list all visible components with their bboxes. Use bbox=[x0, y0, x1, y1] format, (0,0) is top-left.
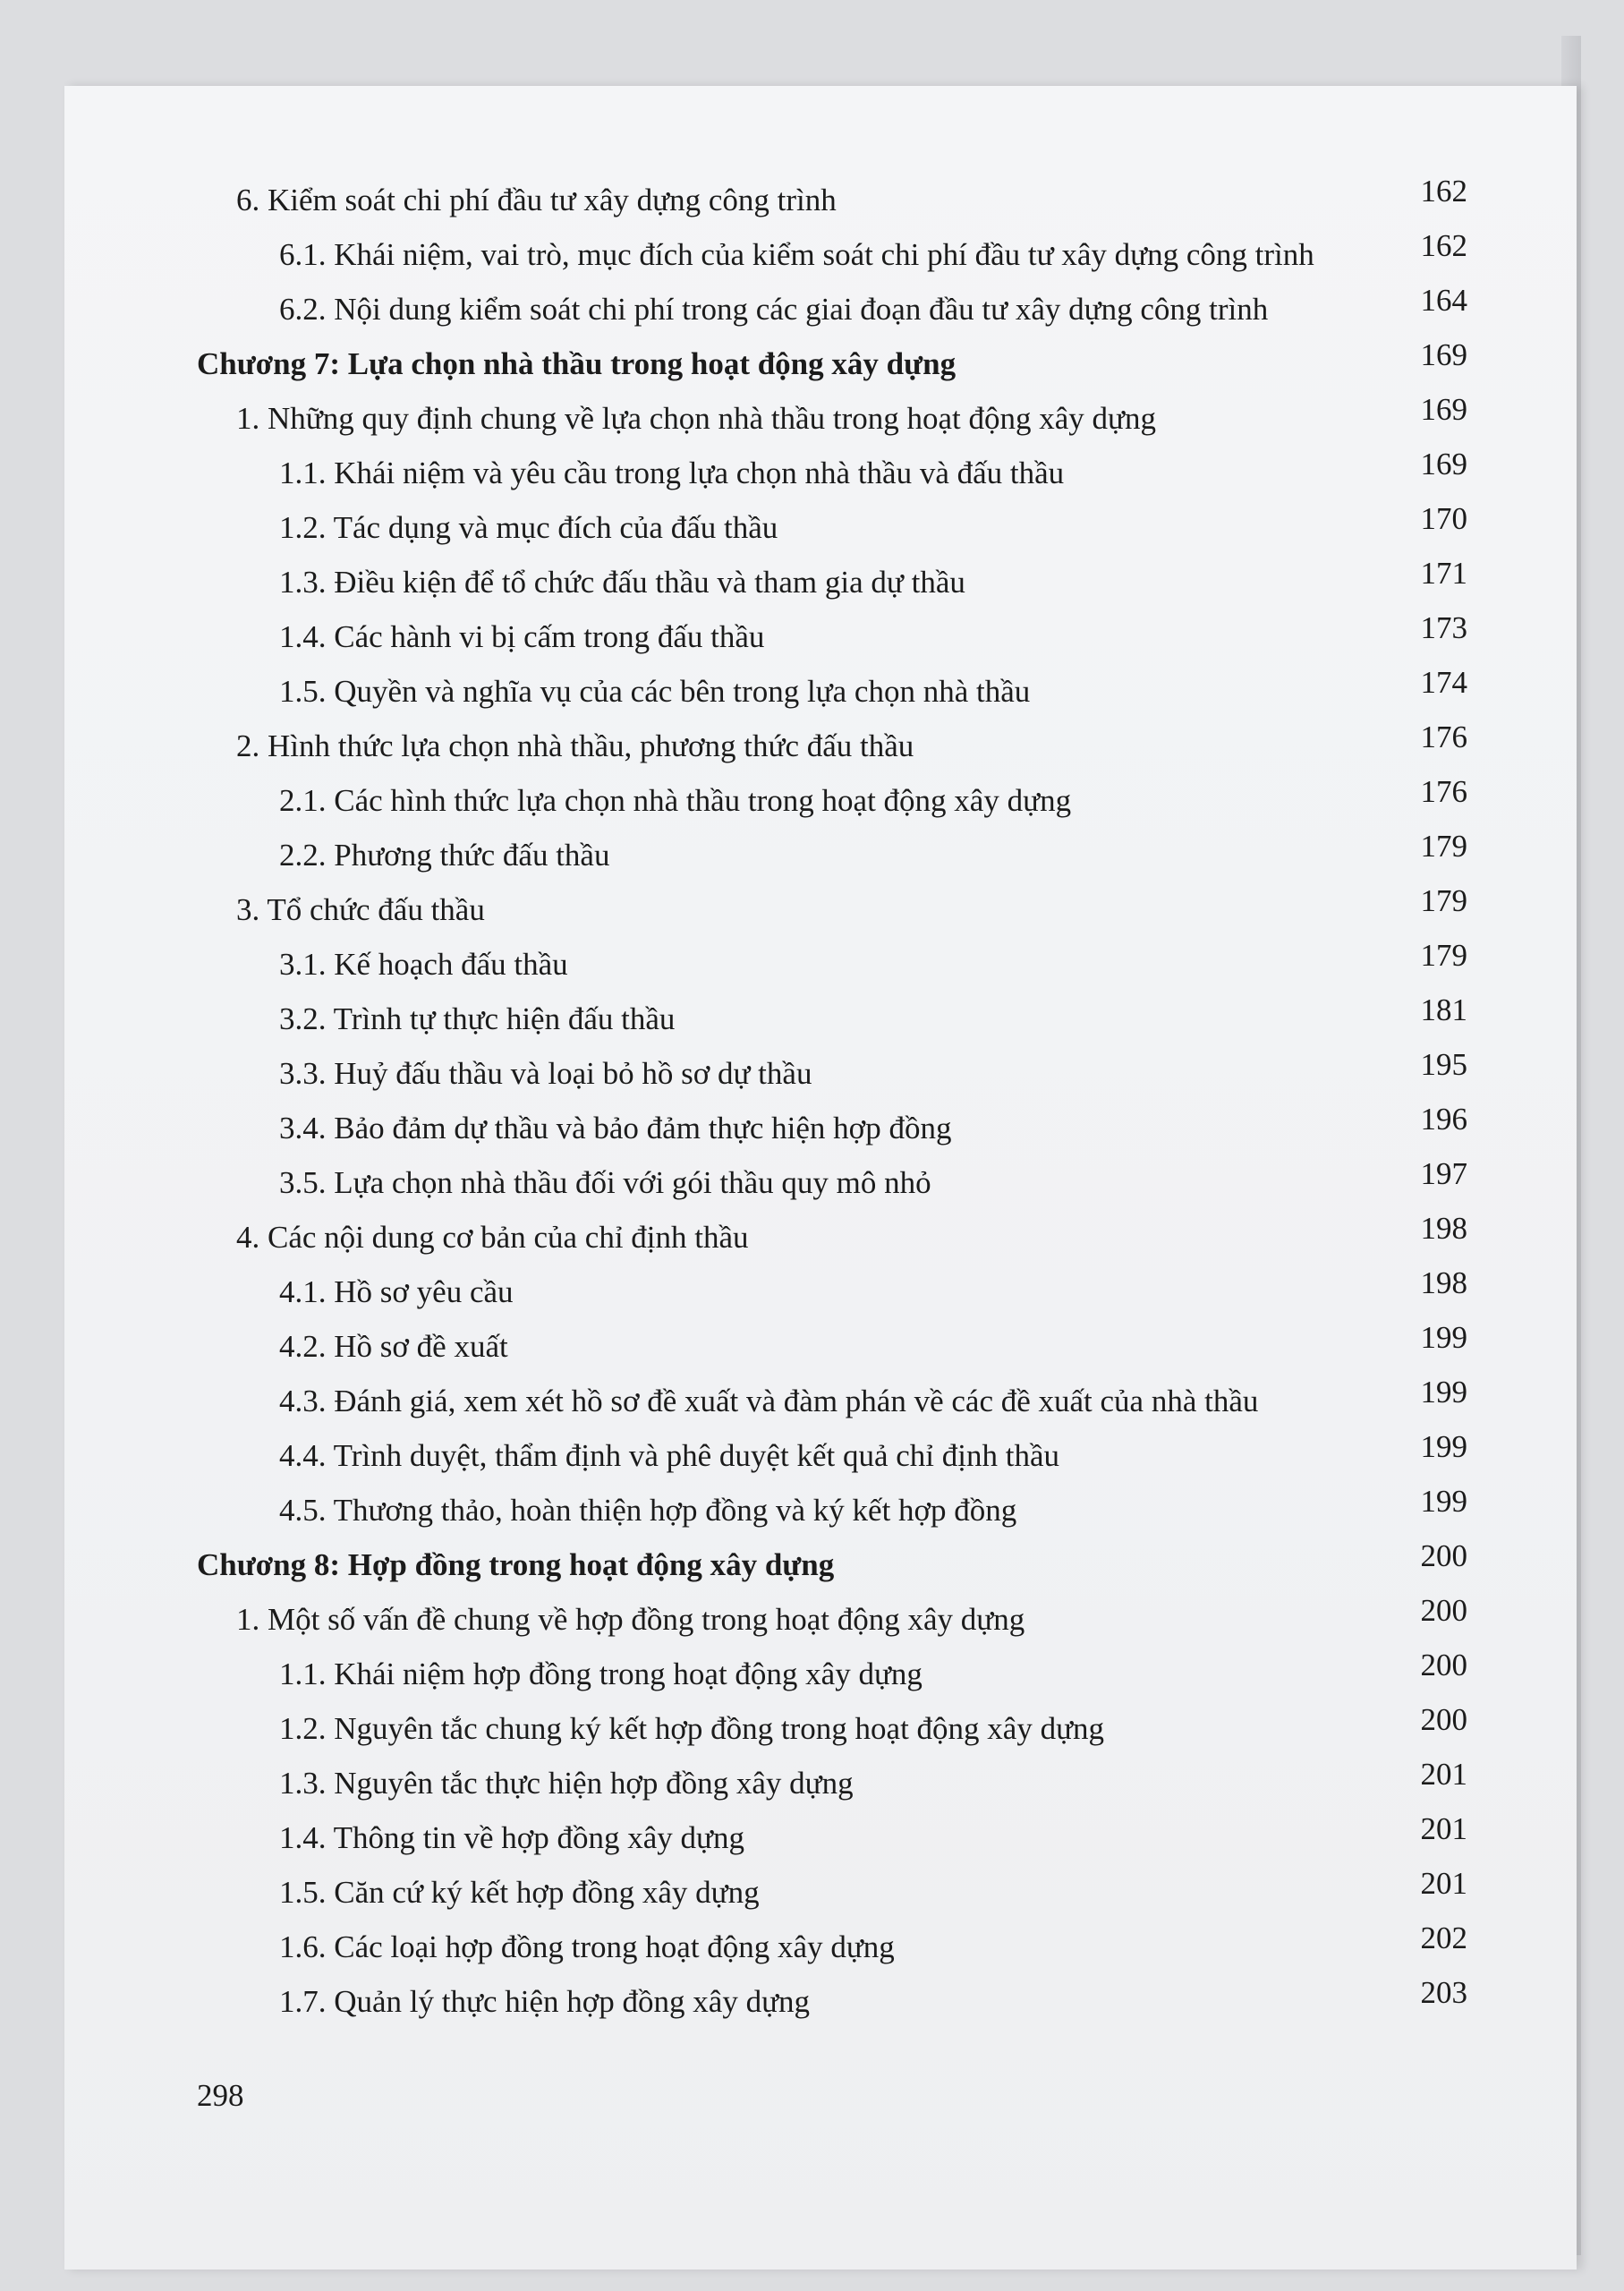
toc-entry bbox=[197, 499, 1467, 554]
toc-entry-title: 6. Kiểm soát chi phí đầu tư xây dựng công trình bbox=[236, 183, 837, 217]
toc-entry-title: 2.1. Các hình thức lựa chọn nhà thầu trong hoạt động xây dựng bbox=[279, 783, 1072, 818]
toc-entry-title: 6.2. Nội dung kiểm soát chi phí trong các giai đoạn đầu tư xây dựng công trình bbox=[279, 292, 1269, 327]
toc-entry-title: 1.5. Căn cứ ký kết hợp đồng xây dựng bbox=[279, 1875, 760, 1910]
toc-entry bbox=[197, 663, 1467, 718]
toc-entry-title: 6.1. Khái niệm, vai trò, mục đích của kiểm soát chi phí đầu tư xây dựng công trình bbox=[279, 237, 1314, 272]
toc-entry-page: 162 bbox=[1420, 174, 1467, 209]
toc-entry bbox=[197, 1427, 1467, 1482]
toc-entry bbox=[197, 991, 1467, 1045]
toc-entry-title: 3.3. Huỷ đấu thầu và loại bỏ hồ sơ dự thầu bbox=[279, 1056, 812, 1091]
toc-entry-page: 169 bbox=[1420, 447, 1467, 481]
table-of-contents bbox=[197, 172, 1467, 2028]
toc-entry bbox=[197, 1973, 1467, 2028]
toc-entry bbox=[197, 936, 1467, 991]
toc-entry-page: 173 bbox=[1420, 610, 1467, 645]
toc-entry-title: 4.2. Hồ sơ đề xuất bbox=[279, 1329, 508, 1364]
toc-entry-title: 2. Hình thức lựa chọn nhà thầu, phương thức đấu thầu bbox=[236, 728, 914, 763]
toc-entry-page: 203 bbox=[1420, 1975, 1467, 2010]
toc-entry-page: 201 bbox=[1420, 1757, 1467, 1792]
toc-entry-title: 1.4. Các hành vi bị cấm trong đấu thầu bbox=[279, 619, 765, 654]
toc-entry-title: 3.1. Kế hoạch đấu thầu bbox=[279, 947, 568, 982]
toc-entry-page: 196 bbox=[1420, 1102, 1467, 1137]
toc-entry-page: 202 bbox=[1420, 1921, 1467, 1955]
toc-entry-page: 176 bbox=[1420, 720, 1467, 754]
toc-entry bbox=[197, 772, 1467, 827]
toc-entry-title: 1.2. Tác dụng và mục đích của đấu thầu bbox=[279, 510, 778, 545]
toc-entry-page: 176 bbox=[1420, 774, 1467, 809]
toc-entry-title: 4.1. Hồ sơ yêu cầu bbox=[279, 1274, 514, 1309]
toc-entry-page: 169 bbox=[1420, 392, 1467, 427]
toc-entry-page: 164 bbox=[1420, 283, 1467, 318]
toc-entry-title: 2.2. Phương thức đấu thầu bbox=[279, 838, 610, 873]
toc-entry-page: 200 bbox=[1420, 1593, 1467, 1628]
toc-entry bbox=[197, 881, 1467, 936]
toc-entry-title: 4.4. Trình duyệt, thẩm định và phê duyệt kết quả chỉ định thầu bbox=[279, 1438, 1059, 1473]
toc-entry bbox=[197, 445, 1467, 499]
toc-entry-page: 199 bbox=[1420, 1429, 1467, 1464]
toc-entry-page: 201 bbox=[1420, 1866, 1467, 1901]
toc-entry bbox=[197, 1646, 1467, 1700]
toc-entry-page: 195 bbox=[1420, 1047, 1467, 1082]
toc-entry-title: 1.7. Quản lý thực hiện hợp đồng xây dựng bbox=[279, 1984, 811, 2019]
toc-entry bbox=[197, 1700, 1467, 1755]
toc-entry-page: 179 bbox=[1420, 883, 1467, 918]
toc-entry-page: 179 bbox=[1420, 938, 1467, 973]
toc-entry bbox=[197, 1209, 1467, 1264]
toc-entry bbox=[197, 1755, 1467, 1810]
toc-entry-page: 169 bbox=[1420, 337, 1467, 372]
toc-entry-page: 171 bbox=[1420, 556, 1467, 591]
toc-entry-page: 200 bbox=[1420, 1648, 1467, 1682]
toc-entry bbox=[197, 390, 1467, 445]
toc-entry bbox=[197, 1154, 1467, 1209]
toc-entry-page: 174 bbox=[1420, 665, 1467, 700]
toc-entry-title: 3.4. Bảo đảm dự thầu và bảo đảm thực hiện hợp đồng bbox=[279, 1111, 952, 1146]
toc-entry-title: Chương 7: Lựa chọn nhà thầu trong hoạt động xây dựng bbox=[197, 346, 957, 381]
toc-entry-title: 3.5. Lựa chọn nhà thầu đối với gói thầu quy mô nhỏ bbox=[279, 1165, 931, 1200]
toc-entry-page: 179 bbox=[1420, 829, 1467, 864]
toc-entry-page: 201 bbox=[1420, 1811, 1467, 1846]
toc-entry bbox=[197, 1264, 1467, 1318]
toc-entry bbox=[197, 1318, 1467, 1373]
toc-entry bbox=[197, 172, 1467, 226]
toc-chapter-heading bbox=[197, 336, 1467, 390]
toc-entry bbox=[197, 718, 1467, 772]
toc-entry bbox=[197, 1810, 1467, 1864]
toc-chapter-heading bbox=[197, 1537, 1467, 1591]
toc-entry-page: 199 bbox=[1420, 1320, 1467, 1355]
toc-entry-page: 200 bbox=[1420, 1538, 1467, 1573]
toc-entry-title: 1.6. Các loại hợp đồng trong hoạt động xây dựng bbox=[279, 1929, 895, 1964]
toc-entry-title: 1.1. Khái niệm và yêu cầu trong lựa chọn nhà thầu và đấu thầu bbox=[279, 456, 1065, 490]
toc-entry-title: 1. Những quy định chung về lựa chọn nhà thầu trong hoạt động xây dựng bbox=[236, 401, 1156, 436]
page-number: 298 bbox=[197, 2078, 244, 2113]
toc-entry bbox=[197, 554, 1467, 609]
toc-entry-page: 200 bbox=[1420, 1702, 1467, 1737]
toc-entry-page: 199 bbox=[1420, 1484, 1467, 1519]
toc-entry-title: 1.4. Thông tin về hợp đồng xây dựng bbox=[279, 1820, 744, 1855]
toc-entry bbox=[197, 1045, 1467, 1100]
toc-entry-title: 1.1. Khái niệm hợp đồng trong hoạt động xây dựng bbox=[279, 1657, 923, 1691]
toc-entry bbox=[197, 1591, 1467, 1646]
toc-entry bbox=[197, 226, 1467, 281]
toc-entry-title: 4. Các nội dung cơ bản của chỉ định thầu bbox=[236, 1220, 749, 1255]
toc-entry bbox=[197, 281, 1467, 336]
toc-entry bbox=[197, 1864, 1467, 1919]
toc-entry-page: 162 bbox=[1420, 228, 1467, 263]
toc-entry-page: 170 bbox=[1420, 501, 1467, 536]
toc-entry-title: 1.3. Nguyên tắc thực hiện hợp đồng xây dựng bbox=[279, 1766, 854, 1801]
toc-entry-title: 1. Một số vấn đề chung về hợp đồng trong hoạt động xây dựng bbox=[236, 1602, 1025, 1637]
toc-entry bbox=[197, 1100, 1467, 1154]
toc-entry-title: 3. Tổ chức đấu thầu bbox=[236, 892, 485, 927]
toc-entry-page: 198 bbox=[1420, 1265, 1467, 1300]
toc-entry-title: Chương 8: Hợp đồng trong hoạt động xây dựng bbox=[197, 1547, 835, 1582]
toc-entry bbox=[197, 1373, 1467, 1427]
toc-entry bbox=[197, 1919, 1467, 1973]
toc-entry bbox=[197, 1482, 1467, 1537]
toc-entry bbox=[197, 827, 1467, 881]
toc-entry-title: 3.2. Trình tự thực hiện đấu thầu bbox=[279, 1001, 676, 1036]
toc-entry-title: 4.5. Thương thảo, hoàn thiện hợp đồng và ký kết hợp đồng bbox=[279, 1493, 1017, 1528]
toc-entry-page: 198 bbox=[1420, 1211, 1467, 1246]
toc-entry-title: 1.5. Quyền và nghĩa vụ của các bên trong lựa chọn nhà thầu bbox=[279, 674, 1031, 709]
toc-entry-page: 199 bbox=[1420, 1375, 1467, 1410]
toc-entry-title: 4.3. Đánh giá, xem xét hồ sơ đề xuất và đàm phán về các đề xuất của nhà thầu bbox=[279, 1384, 1259, 1418]
toc-entry-page: 181 bbox=[1420, 992, 1467, 1027]
toc-entry bbox=[197, 609, 1467, 663]
toc-entry-title: 1.2. Nguyên tắc chung ký kết hợp đồng trong hoạt động xây dựng bbox=[279, 1711, 1105, 1746]
toc-entry-title: 1.3. Điều kiện để tổ chức đấu thầu và tham gia dự thầu bbox=[279, 565, 965, 600]
toc-entry-page: 197 bbox=[1420, 1156, 1467, 1191]
